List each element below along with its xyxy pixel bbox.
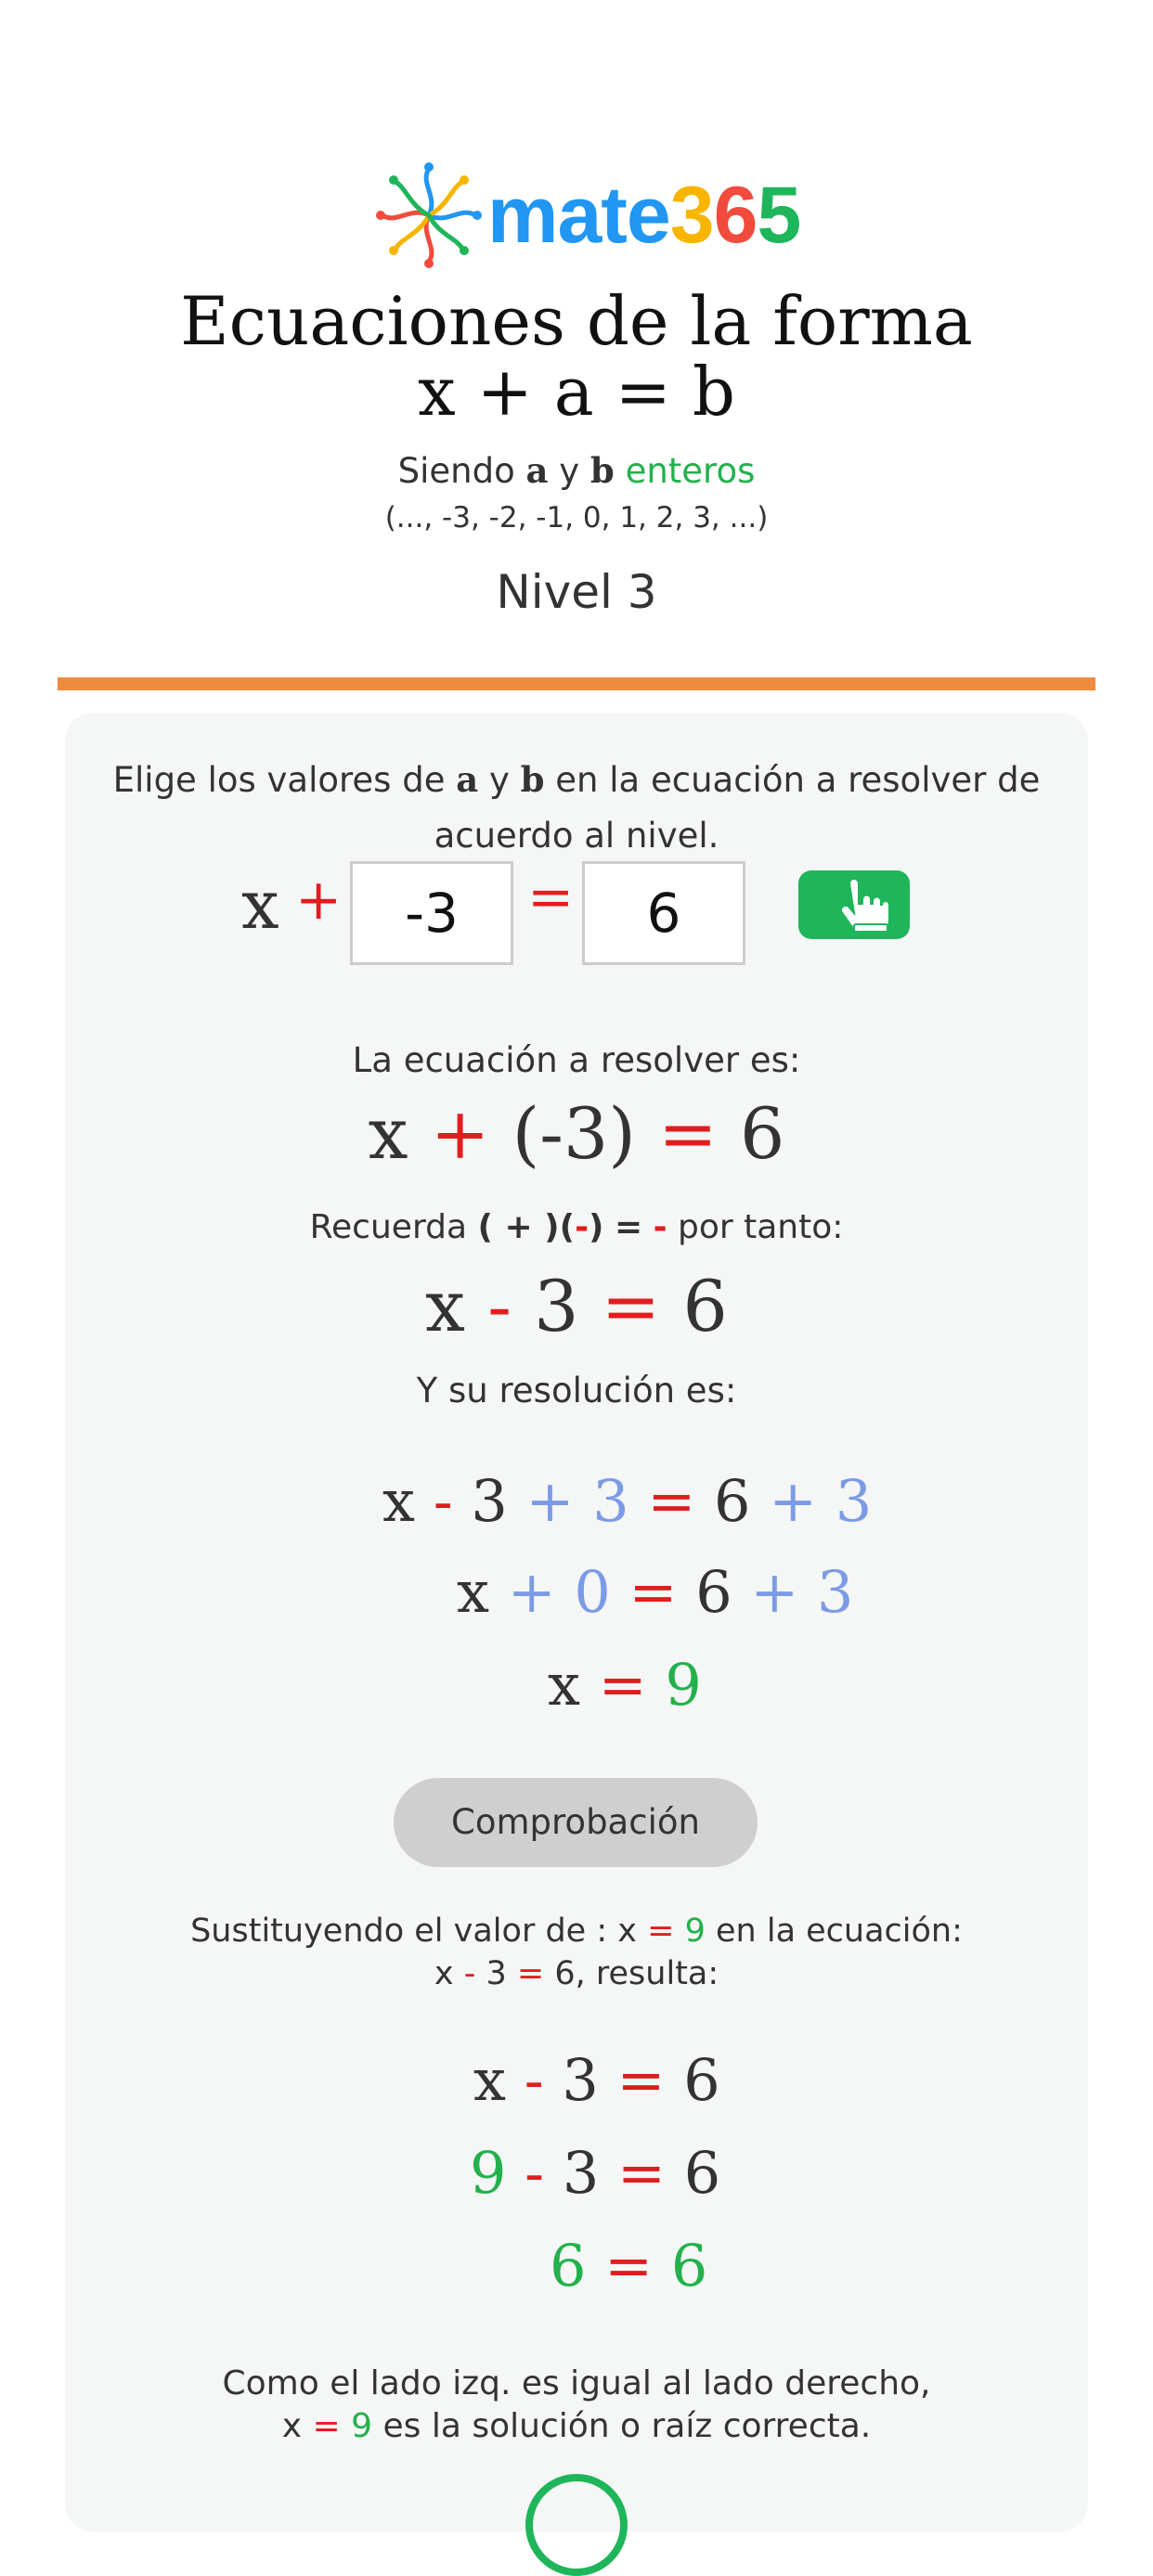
brand-digit: 6 bbox=[713, 171, 758, 260]
var-x: x bbox=[473, 2046, 506, 2114]
verification-line-1 bbox=[0, 1910, 1153, 1952]
minus-sign: - bbox=[575, 1208, 589, 1246]
flower-logo-icon bbox=[371, 158, 487, 274]
added-term: 3 bbox=[592, 1467, 629, 1535]
equals-sign: = bbox=[527, 865, 575, 930]
step-1 bbox=[382, 1464, 872, 1539]
solution-value: 9 bbox=[470, 2139, 507, 2207]
number-kind: enteros bbox=[625, 451, 756, 491]
minus-sign: - bbox=[463, 1955, 476, 1992]
page-title bbox=[0, 282, 1153, 431]
rule-prefix: Recuerda bbox=[309, 1208, 468, 1246]
b-value-input[interactable]: 6 bbox=[582, 861, 745, 965]
rhs-value: 6 bbox=[683, 2139, 721, 2207]
level-label: Nivel 3 bbox=[496, 565, 657, 619]
instr-text: Elige los valores de bbox=[112, 760, 446, 800]
rhs-value: 6 bbox=[682, 1265, 728, 1347]
minus-sign: - bbox=[433, 1467, 453, 1535]
minus-sign: - bbox=[524, 2046, 544, 2114]
resolution-label: Y su resolución es: bbox=[416, 1371, 737, 1410]
var-x: x bbox=[434, 1955, 454, 1992]
title-line-1: Ecuaciones de la forma bbox=[180, 282, 973, 360]
verify-step-3 bbox=[550, 2229, 707, 2303]
rule-equals: = bbox=[614, 1208, 643, 1246]
subtitle-prefix: Siendo bbox=[397, 451, 515, 491]
verification-line-2 bbox=[0, 1952, 1153, 1995]
title-line-2: x + a = b bbox=[418, 353, 735, 431]
minus-sign: - bbox=[525, 2139, 545, 2207]
conclusion-line-1: Como el lado izq. es igual al lado derecho, bbox=[222, 2364, 931, 2402]
rhs-value: 6 bbox=[714, 1467, 751, 1535]
instructions bbox=[0, 752, 1153, 864]
solution-value: 9 bbox=[684, 1913, 706, 1950]
brand-digit: 5 bbox=[757, 171, 801, 260]
hand-pointer-icon bbox=[798, 870, 910, 939]
equation-2 bbox=[0, 1260, 1153, 1353]
plus-sign: + bbox=[769, 1467, 818, 1535]
term-a: (-3) bbox=[512, 1092, 636, 1175]
equals-sign: = bbox=[616, 2046, 666, 2114]
added-term: 3 bbox=[835, 1467, 873, 1535]
term-a: 3 bbox=[534, 1265, 579, 1347]
equals-sign: = bbox=[312, 2407, 341, 2445]
rhs-value: 6 bbox=[683, 2046, 720, 2114]
rule-suffix: por tanto: bbox=[677, 1208, 844, 1246]
equals-sign: = bbox=[516, 1955, 545, 1992]
rhs-value: 6 bbox=[670, 2232, 708, 2299]
lhs-value: 6 bbox=[550, 2232, 587, 2299]
conclusion-line-2 bbox=[0, 2405, 1153, 2448]
term-a: 3 bbox=[471, 1467, 508, 1535]
var-a: a bbox=[456, 759, 479, 800]
equals-sign: = bbox=[598, 1651, 647, 1719]
verify-step-1 bbox=[473, 2043, 720, 2118]
var-x: x bbox=[548, 1651, 580, 1719]
minus-sign: - bbox=[487, 1265, 512, 1347]
var-x: x bbox=[457, 1558, 489, 1626]
added-term: 3 bbox=[817, 1558, 854, 1626]
conclusion-text: es la solución o raíz correcta. bbox=[382, 2407, 872, 2445]
term-a: 3 bbox=[562, 2046, 599, 2114]
brand-digit: 3 bbox=[669, 171, 714, 260]
var-b: b bbox=[520, 759, 545, 800]
term-a: 3 bbox=[562, 2139, 600, 2207]
equals-sign: = bbox=[647, 1913, 675, 1950]
var-x: x bbox=[281, 2407, 303, 2445]
brand-wordmark bbox=[487, 153, 800, 278]
subtitle bbox=[0, 449, 1153, 493]
plus-sign: + bbox=[430, 1092, 490, 1175]
subtitle-conj: y bbox=[559, 451, 580, 491]
instr-text: en la ecuación a resolver de bbox=[555, 760, 1041, 800]
verify-step-2 bbox=[470, 2136, 720, 2210]
verif-text: Sustituyendo el valor de : x bbox=[190, 1913, 637, 1950]
term-a: 3 bbox=[486, 1955, 507, 1992]
plus-sign: + bbox=[295, 868, 343, 933]
var-x: x bbox=[382, 1467, 415, 1535]
a-value-input[interactable]: -3 bbox=[350, 861, 513, 965]
generate-button[interactable] bbox=[798, 870, 910, 939]
solution-value: 9 bbox=[665, 1651, 702, 1719]
instructions-line-2: acuerdo al nivel. bbox=[434, 816, 719, 856]
plus-sign: + bbox=[525, 1467, 575, 1535]
verification-intro bbox=[0, 1910, 1153, 1995]
solution-intro: La ecuación a resolver es: bbox=[352, 1040, 801, 1080]
instr-conj: y bbox=[488, 760, 510, 800]
check-circle-icon bbox=[525, 2474, 628, 2576]
minus-sign: - bbox=[653, 1208, 667, 1246]
equals-sign: = bbox=[628, 1558, 678, 1626]
var-x: x bbox=[241, 866, 279, 944]
rule-close: ) bbox=[589, 1208, 604, 1246]
equals-sign: = bbox=[647, 1467, 696, 1535]
var-a: a bbox=[525, 450, 549, 491]
equals-sign: = bbox=[604, 2232, 654, 2299]
solution-value: 9 bbox=[351, 2407, 373, 2445]
var-x: x bbox=[368, 1092, 408, 1175]
rhs-value: 6 bbox=[739, 1092, 785, 1175]
var-b: b bbox=[589, 450, 615, 491]
equation-1 bbox=[0, 1088, 1153, 1180]
conclusion bbox=[0, 2363, 1153, 2448]
rule-signs: ( + )( bbox=[477, 1208, 576, 1246]
rhs-value: 6 bbox=[695, 1558, 732, 1626]
equals-sign: = bbox=[601, 1265, 661, 1347]
plus-sign: + bbox=[507, 1558, 556, 1626]
verif-text: 6, resulta: bbox=[554, 1955, 719, 1992]
brand-logo bbox=[371, 153, 801, 278]
step-2 bbox=[457, 1555, 854, 1629]
integer-range: (..., -3, -2, -1, 0, 1, 2, 3, ...) bbox=[384, 501, 769, 535]
divider bbox=[58, 677, 1095, 690]
equals-sign: = bbox=[658, 1092, 718, 1175]
equals-sign: = bbox=[617, 2139, 666, 2207]
sign-rule bbox=[0, 1204, 1153, 1251]
check-button[interactable]: Comprobación bbox=[394, 1778, 758, 1867]
brand-name: mate bbox=[487, 171, 670, 260]
plus-sign: + bbox=[750, 1558, 799, 1626]
zero-term: 0 bbox=[574, 1558, 611, 1626]
instructions-line-1 bbox=[0, 752, 1153, 808]
step-3 bbox=[548, 1648, 702, 1722]
verif-text: en la ecuación: bbox=[716, 1913, 963, 1950]
var-x: x bbox=[425, 1265, 466, 1347]
